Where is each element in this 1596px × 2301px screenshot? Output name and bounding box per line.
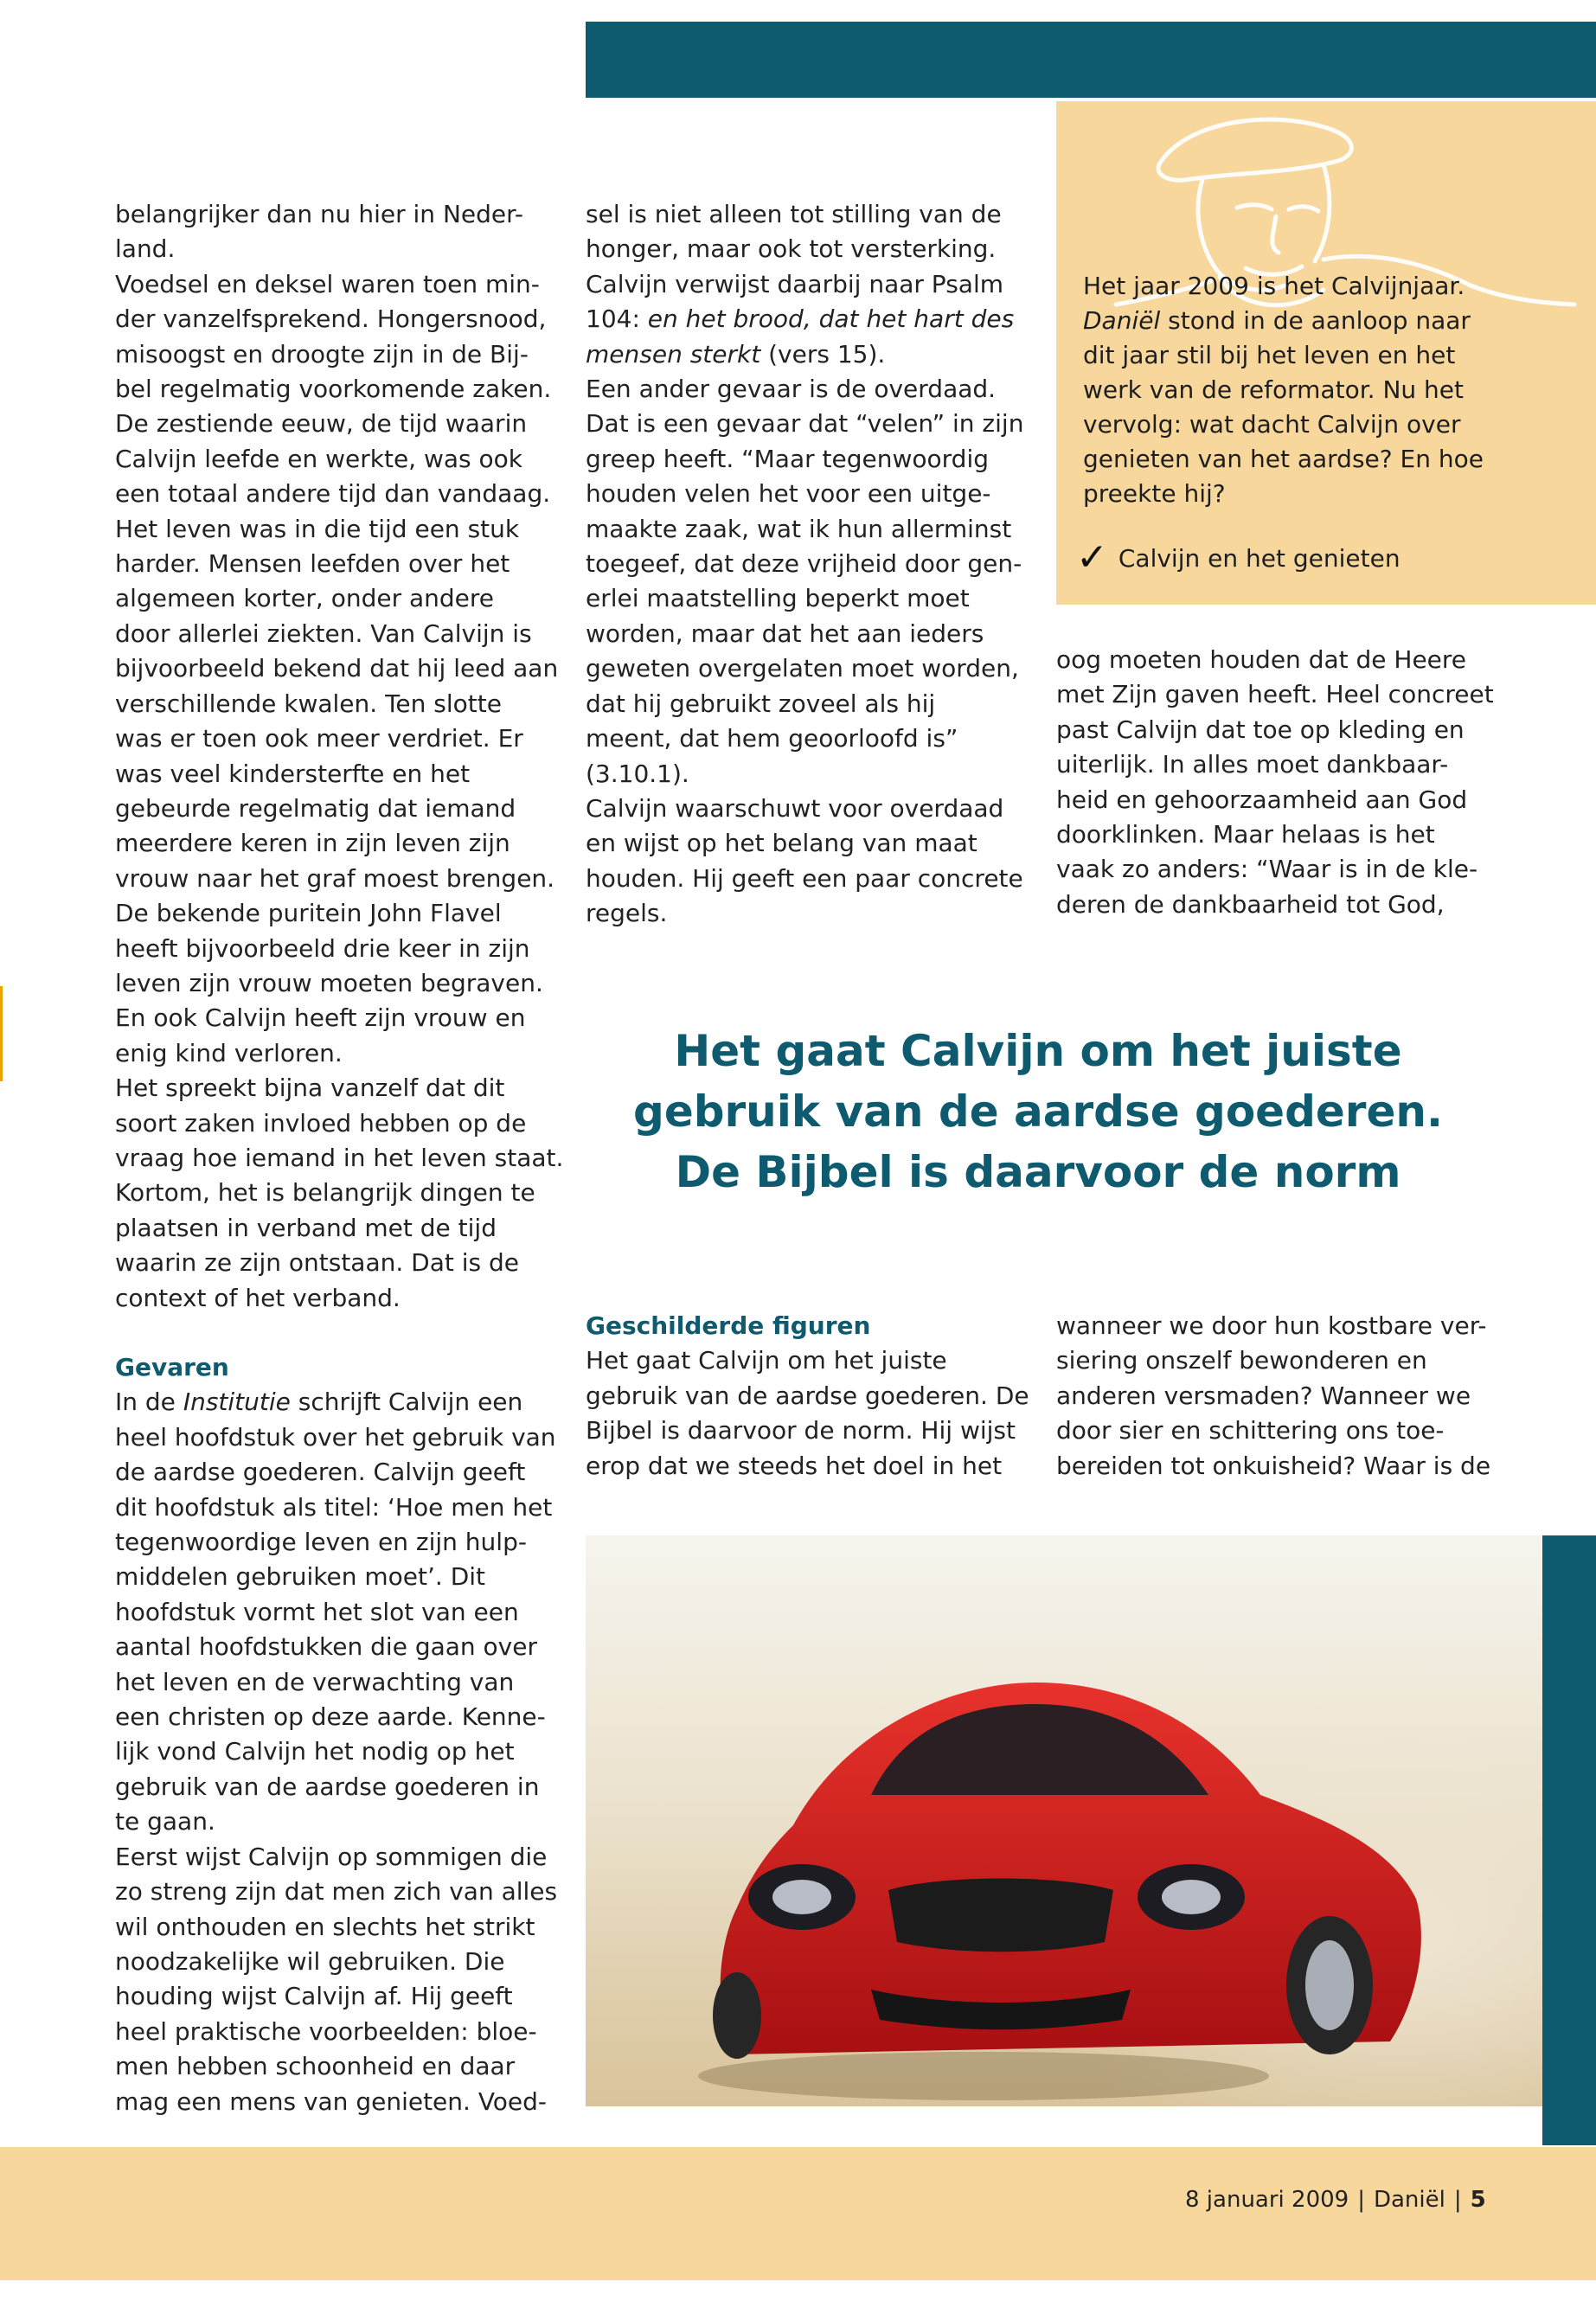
paragraph-block bbox=[586, 372, 1035, 932]
text-line: wanneer we door hun kostbare ver- bbox=[1056, 1311, 1487, 1340]
page-number: 5 bbox=[1470, 2187, 1486, 2213]
text-line: Een ander gevaar is de overdaad. bbox=[586, 375, 997, 404]
text-line: tegenwoordige leven en zijn hulp- bbox=[115, 1528, 527, 1557]
paragraph-block bbox=[115, 1420, 565, 2119]
text-line: gebruik van de aardse goederen. De bbox=[586, 1381, 1029, 1410]
right-color-bar bbox=[1542, 1535, 1596, 2145]
text-line: context of het verband. bbox=[115, 1283, 401, 1312]
text-line: door allerlei ziekten. Van Calvijn is bbox=[115, 619, 532, 648]
section-heading-gevaren: Gevaren bbox=[115, 1353, 229, 1381]
text-line: En ook Calvijn heeft zijn vrouw en bbox=[115, 1003, 526, 1033]
article-column-1 bbox=[115, 197, 565, 2119]
text-line: leven zijn vrouw moeten begraven. bbox=[115, 968, 543, 997]
text-line: noodzakelijke wil gebruiken. Die bbox=[115, 1946, 505, 1976]
sidebar-line: Het jaar 2009 is het Calvijnjaar. bbox=[1083, 272, 1465, 300]
paragraph-block bbox=[1056, 643, 1506, 922]
text-line: heel hoofdstuk over het gebruik van bbox=[115, 1422, 556, 1452]
footer-separator: | bbox=[1357, 2187, 1365, 2213]
sidebar-line: preekte hij? bbox=[1083, 479, 1226, 508]
section-heading-geschilderde-figuren: Geschilderde figuren bbox=[586, 1311, 871, 1340]
text-line: meerdere keren in zijn leven zijn bbox=[115, 829, 510, 858]
pull-quote bbox=[606, 1021, 1471, 1202]
text-line: Dat is een gevaar dat “velen” in zijn bbox=[586, 409, 1024, 439]
psalm-quote: mensen sterkt bbox=[586, 339, 761, 369]
text-line: maakte zaak, wat ik hun allerminst bbox=[586, 514, 1012, 543]
text-line: toegeef, dat deze vrijheid door gen- bbox=[586, 549, 1022, 579]
text-line: belangrijker dan nu hier in Neder- bbox=[115, 200, 523, 228]
text-line: bereiden tot onkuisheid? Waar is de bbox=[1056, 1451, 1491, 1480]
text-line: een totaal andere tijd dan vandaag. bbox=[115, 479, 551, 509]
text-line: der vanzelfsprekend. Hongersnood, bbox=[115, 304, 547, 334]
text-line: aantal hoofdstukken die gaan over bbox=[115, 1632, 537, 1662]
text-line: zo streng zijn dat men zich van alles bbox=[115, 1877, 558, 1907]
text-line: vraag hoe iemand in het leven staat. bbox=[115, 1143, 564, 1172]
text-line: vrouw naar het graf moest brengen. bbox=[115, 863, 555, 893]
text-line: doorklinken. Maar helaas is het bbox=[1056, 820, 1435, 849]
footer-separator: | bbox=[1453, 2187, 1462, 2213]
text-line: houding wijst Calvijn af. Hij geeft bbox=[115, 1982, 513, 2011]
text-line: men hebben schoonheid en daar bbox=[115, 2052, 516, 2081]
text-line: greep heeft. “Maar tegenwoordig bbox=[586, 444, 989, 473]
text-line: door sier en schittering ons toe- bbox=[1056, 1416, 1445, 1445]
sidebar-intro bbox=[1083, 269, 1576, 511]
text-line: was veel kindersterfte en het bbox=[115, 759, 471, 788]
text-line: past Calvijn dat toe op kleding en bbox=[1056, 715, 1465, 744]
text-line: (3.10.1). bbox=[586, 759, 689, 788]
text-line: land. bbox=[115, 234, 176, 264]
text-line: Eerst wijst Calvijn op sommigen die bbox=[115, 1842, 548, 1871]
text-line: waarin ze zijn ontstaan. Dat is de bbox=[115, 1248, 520, 1278]
text-line: meent, dat hem geoorloofd is” bbox=[586, 724, 958, 753]
pull-quote-line: gebruik van de aardse goederen. bbox=[633, 1086, 1443, 1137]
text-span: 104: bbox=[586, 304, 648, 334]
text-span: In de bbox=[115, 1388, 183, 1417]
top-color-bar bbox=[586, 22, 1596, 98]
text-line: soort zaken invloed hebben op de bbox=[115, 1108, 527, 1138]
text-line: worden, maar dat het aan ieders bbox=[586, 619, 984, 648]
red-sports-car-photo bbox=[586, 1535, 1542, 2106]
text-line: dat hij gebruikt zoveel als hij bbox=[586, 689, 936, 718]
calvijn-genieten-link[interactable] bbox=[1076, 536, 1401, 580]
text-line: vaak zo anders: “Waar is in de kle- bbox=[1056, 855, 1478, 884]
text-line: enig kind verloren. bbox=[115, 1038, 343, 1067]
page-footer bbox=[1185, 2187, 1486, 2213]
checkmark-icon: ✓ bbox=[1076, 535, 1108, 580]
magazine-name: Daniël bbox=[1373, 2187, 1445, 2213]
text-line: verschillende kwalen. Ten slotte bbox=[115, 689, 502, 718]
text-line: Het leven was in die tijd een stuk bbox=[115, 514, 520, 543]
text-line: bel regelmatig voorkomende zaken. bbox=[115, 375, 552, 404]
text-line: Calvijn waarschuwt voor overdaad bbox=[586, 793, 1004, 823]
text-line: houden. Hij geeft een paar concrete bbox=[586, 863, 1023, 893]
text-line: Het gaat Calvijn om het juiste bbox=[586, 1346, 947, 1375]
text-line: misoogst en droogte zijn in de Bij- bbox=[115, 339, 529, 369]
text-line: Bijbel is daarvoor de norm. Hij wijst bbox=[586, 1416, 1016, 1445]
sidebar-line: vervolg: wat dacht Calvijn over bbox=[1083, 410, 1461, 439]
text-line: gebeurde regelmatig dat iemand bbox=[115, 793, 516, 823]
text-line: algemeen korter, onder andere bbox=[115, 584, 495, 613]
paragraph-block bbox=[1056, 1309, 1506, 1484]
text-line: wil onthouden en slechts het strikt bbox=[115, 1912, 535, 1941]
magazine-name: Daniël bbox=[1083, 306, 1161, 335]
text-line: hoofdstuk vormt het slot van een bbox=[115, 1597, 519, 1626]
text-line: erop dat we steeds het doel in het bbox=[586, 1451, 1003, 1480]
text-line: dit hoofdstuk als titel: ‘Hoe men het bbox=[115, 1492, 553, 1522]
paragraph-block bbox=[586, 1343, 1035, 1484]
text-line: De bekende puritein John Flavel bbox=[115, 899, 502, 928]
text-line: plaatsen in verband met de tijd bbox=[115, 1213, 497, 1242]
paragraph-block bbox=[586, 197, 1035, 302]
text-line: harder. Mensen leefden over het bbox=[115, 549, 510, 579]
text-line bbox=[586, 302, 1035, 336]
footer-band bbox=[0, 2147, 1596, 2280]
text-line bbox=[586, 337, 1035, 372]
text-line: sel is niet alleen tot stilling van de bbox=[586, 200, 1002, 228]
text-span: (vers 15). bbox=[760, 339, 886, 369]
text-line: te gaan. bbox=[115, 1807, 215, 1836]
text-line bbox=[115, 1385, 565, 1420]
pull-quote-line: Het gaat Calvijn om het juiste bbox=[674, 1026, 1402, 1076]
text-line: erlei maatstelling beperkt moet bbox=[586, 584, 970, 613]
text-line: gebruik van de aardse goederen in bbox=[115, 1772, 540, 1801]
text-line: geweten overgelaten moet worden, bbox=[586, 654, 1019, 683]
text-line: een christen op deze aarde. Kenne- bbox=[115, 1702, 546, 1732]
article-column-2-lower bbox=[586, 1309, 1035, 1484]
sidebar-line-text: stond in de aanloop naar bbox=[1160, 306, 1471, 335]
text-line: met Zijn gaven heeft. Heel concreet bbox=[1056, 680, 1494, 709]
text-line: honger, maar ook tot versterking. bbox=[586, 234, 997, 264]
text-line: siering onszelf bewonderen en bbox=[1056, 1346, 1427, 1375]
article-column-2 bbox=[586, 197, 1035, 932]
text-line: De zestiende eeuw, de tijd waarin bbox=[115, 409, 528, 439]
sidebar-line: werk van de reformator. Nu het bbox=[1083, 375, 1464, 404]
text-line: Het spreekt bijna vanzelf dat dit bbox=[115, 1074, 505, 1103]
book-title: Institutie bbox=[183, 1388, 291, 1417]
text-line: regels. bbox=[586, 899, 668, 928]
psalm-quote: en het brood, dat het hart des bbox=[647, 304, 1015, 334]
left-edge-stripe bbox=[0, 986, 3, 1081]
text-line: anderen versmaden? Wanneer we bbox=[1056, 1381, 1471, 1410]
text-span: schrijft Calvijn een bbox=[290, 1388, 523, 1417]
text-line: mag een mens van genieten. Voed- bbox=[115, 2086, 548, 2116]
text-line: heel praktische voorbeelden: bloe- bbox=[115, 2016, 537, 2046]
text-line: en wijst op het belang van maat bbox=[586, 829, 977, 858]
text-line: Calvijn leefde en werkte, was ook bbox=[115, 444, 523, 473]
text-line: houden velen het voor een uitge- bbox=[586, 479, 991, 509]
text-line: deren de dankbaarheid tot God, bbox=[1056, 889, 1445, 919]
issue-date: 8 januari 2009 bbox=[1185, 2187, 1349, 2213]
text-line: heid en gehoorzaamheid aan God bbox=[1056, 785, 1468, 814]
pull-quote-line: De Bijbel is daarvoor de norm bbox=[675, 1147, 1401, 1197]
article-column-3 bbox=[1056, 643, 1506, 922]
text-line: Kortom, het is belangrijk dingen te bbox=[115, 1178, 535, 1208]
text-line: Voedsel en deksel waren toen min- bbox=[115, 269, 540, 298]
article-column-3-lower bbox=[1056, 1309, 1506, 1484]
text-line: heeft bijvoorbeeld drie keer in zijn bbox=[115, 933, 530, 963]
text-line: oog moeten houden dat de Heere bbox=[1056, 645, 1467, 674]
text-line: bijvoorbeeld bekend dat hij leed aan bbox=[115, 654, 559, 683]
text-line: middelen gebruiken moet’. Dit bbox=[115, 1562, 486, 1592]
text-line: lijk vond Calvijn het nodig op het bbox=[115, 1737, 515, 1766]
paragraph-block bbox=[115, 197, 565, 1316]
sidebar-line: genieten van het aardse? En hoe bbox=[1083, 445, 1484, 473]
link-label: Calvijn en het genieten bbox=[1118, 543, 1401, 573]
text-line: was er toen ook meer verdriet. Er bbox=[115, 724, 523, 753]
sidebar-line bbox=[1083, 304, 1576, 338]
text-line: de aardse goederen. Calvijn geeft bbox=[115, 1458, 526, 1487]
text-line: uiterlijk. In alles moet dankbaar- bbox=[1056, 750, 1449, 779]
sidebar-line: dit jaar stil bij het leven en het bbox=[1083, 341, 1456, 369]
text-line: het leven en de verwachting van bbox=[115, 1667, 515, 1696]
text-line: Calvijn verwijst daarbij naar Psalm bbox=[586, 269, 1003, 298]
